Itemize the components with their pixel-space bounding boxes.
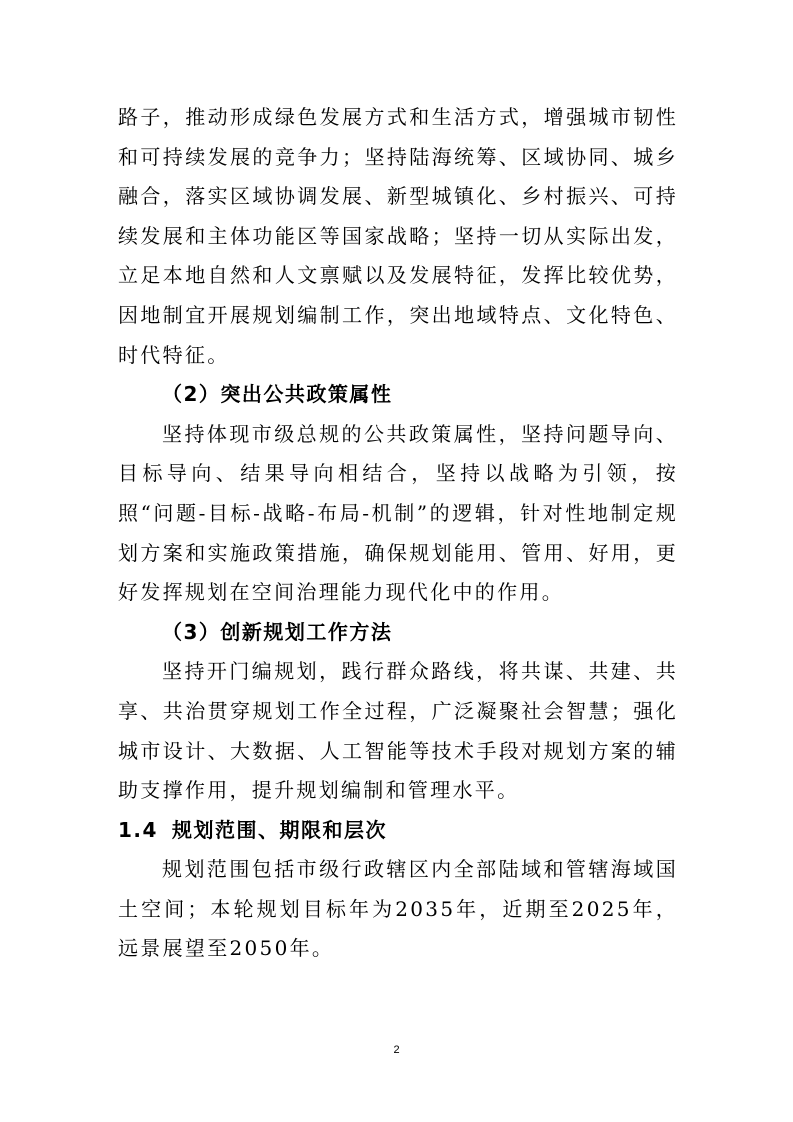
page-number: 2: [393, 1044, 400, 1056]
page-body: [118, 98, 678, 969]
paragraph-continuation: 路子，推动形成绿色发展方式和生活方式，增强城市韧性和可持续发展的竞争力；坚持陆海统筹、区域协同、城乡融合，落实区域协调发展、新型城镇化、乡村振兴、可持续发展和主体功能区等国家战略；坚持一切从实际出发，立足本地自然和人文禀赋以及发展特征，发挥比较优势，因地制宜开展规划编制工作，突出地域特点、文化特色、时代特征。: [118, 105, 678, 367]
paragraph-work-method: 坚持开门编规划，践行群众路线，将共谋、共建、共享、共治贯穿规划工作全过程，广泛凝聚社会智慧；强化城市设计、大数据、人工智能等技术手段对规划方案的辅助支撑作用，提升规划编制和管理水平。: [118, 659, 678, 803]
section-number: 1.4: [118, 817, 158, 842]
subheading-work-method: （3）创新规划工作方法: [162, 619, 393, 644]
paragraph-scope: 规划范围包括市级行政辖区内全部陆域和管辖海域国土空间；本轮规划目标年为2035年，近期至2025年，远景展望至2050年。: [118, 857, 678, 961]
subheading-public-policy: （2）突出公共政策属性: [162, 382, 393, 407]
section-heading-scope: [118, 811, 678, 851]
paragraph-public-policy: 坚持体现市级总规的公共政策属性，坚持问题导向、目标导向、结果导向相结合，坚持以战略为引领，按照“问题-目标-战略-布局-机制”的逻辑，针对性地制定规划方案和实施政策措施，确保规划能用、管用、好用，更好发挥规划在空间治理能力现代化中的作用。: [118, 421, 678, 605]
section-title: 规划范围、期限和层次: [172, 817, 387, 842]
